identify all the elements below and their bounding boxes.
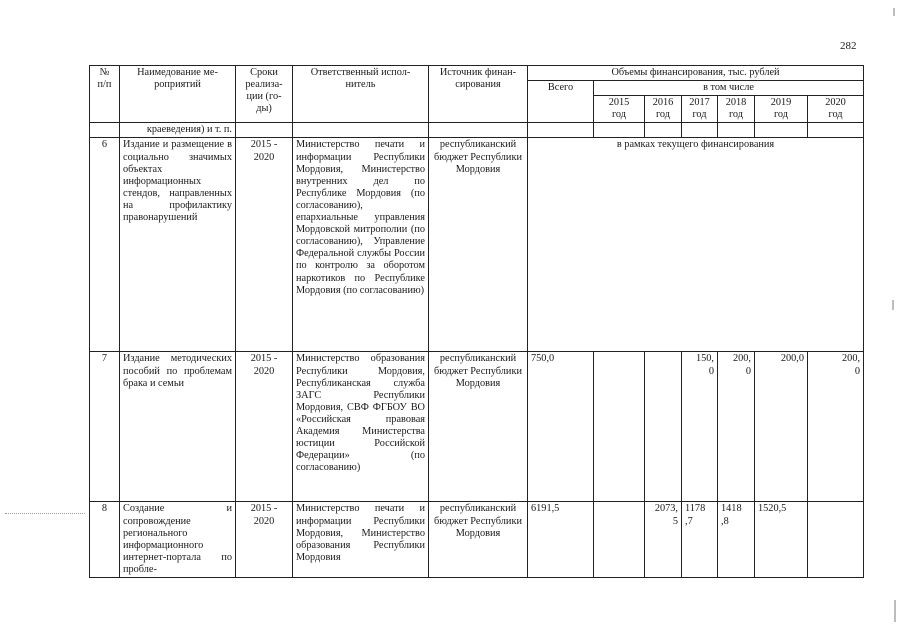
header-volume: Объемы финансирования, тыс. рублей — [528, 66, 864, 81]
row-name: Создание и сопровождение регионального информационного интернет-портала по пробле- — [120, 502, 236, 578]
row-year-value — [645, 352, 682, 502]
row-year-value: 200, 0 — [808, 352, 864, 502]
row-year-value — [594, 352, 645, 502]
row-term: 2015 - 2020 — [236, 138, 293, 352]
continuation-row — [90, 123, 864, 138]
row-year-value: 200, 0 — [718, 352, 755, 502]
header-year: 2020 год — [808, 96, 864, 123]
row-name: Издание методических пособий по проблемам брака и семьи — [120, 352, 236, 502]
header-executor: Ответственный испол- нитель — [293, 66, 429, 123]
header-year: 2015 год — [594, 96, 645, 123]
row-source: республиканский бюджет Республики Мордовия — [429, 502, 528, 578]
row-year-value: 2073, 5 — [645, 502, 682, 578]
header-year: 2019 год — [755, 96, 808, 123]
row-year-value: 1520,5 — [755, 502, 808, 578]
row-year-value — [808, 502, 864, 578]
header-source: Источник финан- сирования — [429, 66, 528, 123]
row-total: 6191,5 — [528, 502, 594, 578]
header-row — [90, 66, 864, 81]
row-year-value: 150, 0 — [682, 352, 718, 502]
table-row — [90, 138, 864, 352]
header-num: № п/п — [90, 66, 120, 123]
financing-table — [89, 65, 864, 578]
row-num: 6 — [90, 138, 120, 352]
scan-mark — [892, 300, 894, 310]
row-executor: Министерство образования Республики Мордовия, Республиканская служба ЗАГС Республики Мордовия, СВФ ФГБОУ ВО «Российская правовая Академия Министерства юстиции Российской Федерации» (по согласованию) — [293, 352, 429, 502]
header-name: Наимедование ме- роприятий — [120, 66, 236, 123]
table-row — [90, 502, 864, 578]
header-year: 2018 год — [718, 96, 755, 123]
scan-mark — [893, 8, 895, 16]
row-year-value: 200,0 — [755, 352, 808, 502]
row-term: 2015 - 2020 — [236, 352, 293, 502]
table-row — [90, 352, 864, 502]
header-term: Сроки реализа- ции (го- ды) — [236, 66, 293, 123]
row-num: 7 — [90, 352, 120, 502]
row-year-value — [594, 502, 645, 578]
header-year: 2017 год — [682, 96, 718, 123]
header-including: в том числе — [594, 81, 864, 96]
scan-dots — [5, 513, 85, 515]
row-financing-note: в рамках текущего финансирования — [528, 138, 864, 352]
scan-mark — [894, 600, 896, 622]
row-source: республиканский бюджет Республики Мордовия — [429, 138, 528, 352]
row-executor: Министерство печати и информации Республики Мордовия, Министерство образования Республики Мордовия — [293, 502, 429, 578]
row-name: Издание и размещение в социально значимых объектах информационных стендов, направленных на профилактику правонарушений — [120, 138, 236, 352]
header-year: 2016 год — [645, 96, 682, 123]
row-year-value: 1418 ,8 — [718, 502, 755, 578]
row-num: 8 — [90, 502, 120, 578]
row-total: 750,0 — [528, 352, 594, 502]
row-term: 2015 - 2020 — [236, 502, 293, 578]
row-year-value: 1178 ,7 — [682, 502, 718, 578]
row-source: республиканский бюджет Республики Мордовия — [429, 352, 528, 502]
header-total: Всего — [528, 81, 594, 123]
row-executor: Министерство печати и информации Республики Мордовия, Министерство внутренних дел по Республике Мордовия (по согласованию), епархиальные управления Мордовской митрополии (по согласованию), Управление Федеральной службы России по контролю за оборотом наркотиков по Республике Мордовия (по согласованию) — [293, 138, 429, 352]
continuation-text: краеведения) и т. п. — [120, 123, 236, 138]
page-number: 282 — [840, 40, 857, 52]
